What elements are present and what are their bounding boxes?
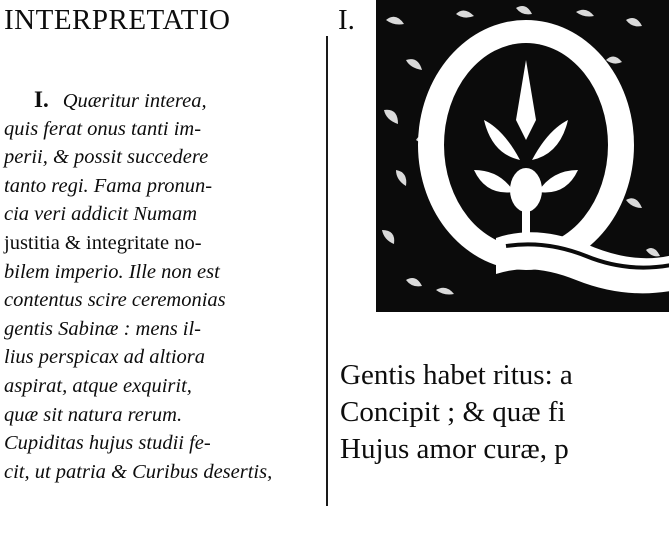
commentary-line: cit, ut patria & Curibus desertis, — [4, 460, 273, 483]
verse-line: Concipit ; & quæ fi — [340, 396, 566, 428]
section-number: I. — [34, 87, 49, 112]
commentary-line: gentis Sabinæ : mens il- — [4, 317, 202, 340]
decorated-initial-Q-icon — [376, 0, 669, 312]
commentary-line: cia veri addicit Numam — [4, 203, 198, 226]
commentary-line: aspirat, atque exquirit, — [4, 374, 192, 397]
column-divider — [326, 36, 328, 506]
commentary-column — [4, 86, 322, 486]
commentary-line: contentus scire ceremonias — [4, 289, 226, 312]
commentary-line — [4, 86, 322, 115]
commentary-line: perii, & possit succedere — [4, 146, 209, 169]
commentary-line: bilem imperio. Ille non est — [4, 260, 220, 283]
commentary-line: quæ sit natura rerum. — [4, 403, 183, 426]
commentary-line: justitia & integritate no- — [4, 231, 202, 254]
book-number: I. — [338, 4, 355, 36]
verse-line: Gentis habet ritus: a — [340, 359, 573, 391]
verse-line: Hujus amor curæ, p — [340, 433, 569, 465]
commentary-line: Cupiditas hujus studii fe- — [4, 432, 211, 455]
page-heading: INTERPRETATIO — [4, 4, 231, 36]
poem-column — [340, 357, 669, 468]
commentary-line: lius perspicax ad altiora — [4, 346, 206, 369]
commentary-line: tanto regi. Fama pronun- — [4, 174, 213, 197]
commentary-line: quis ferat onus tanti im- — [4, 117, 202, 140]
commentary-text: Quæritur interea, — [62, 90, 207, 112]
